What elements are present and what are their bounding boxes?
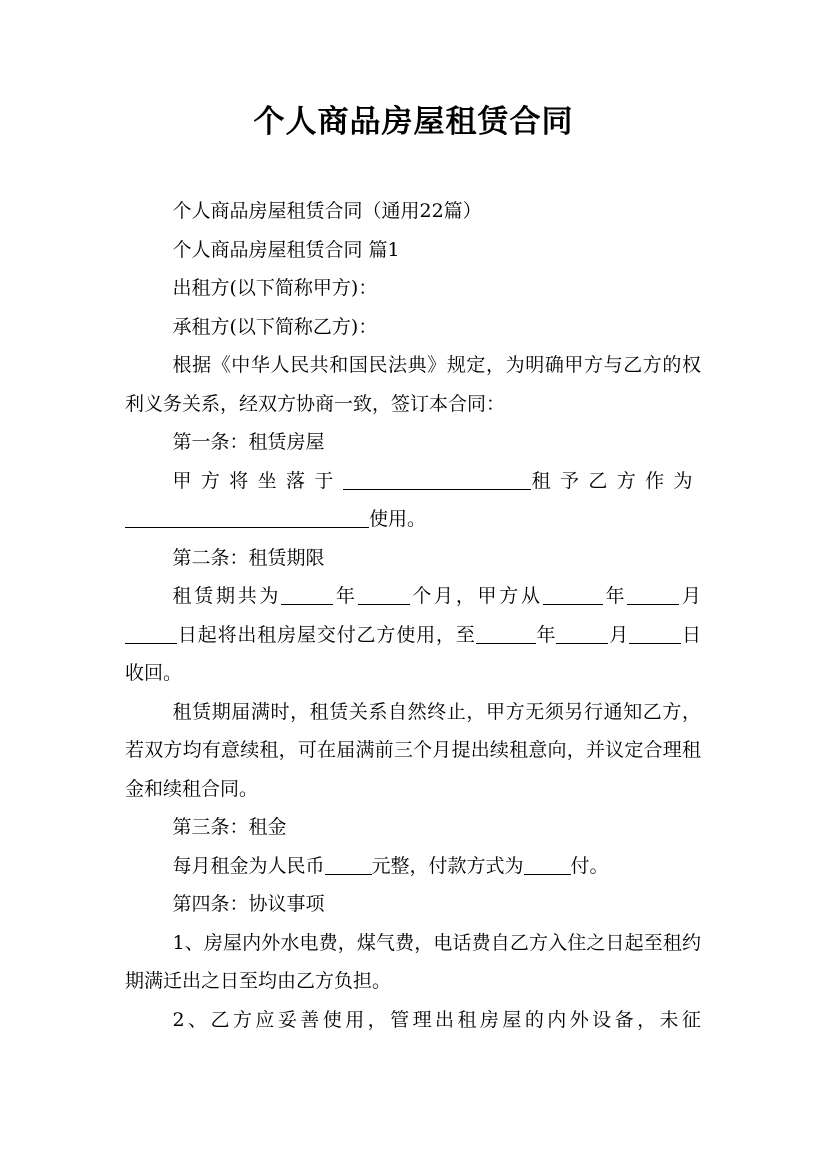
blank-end-year (476, 623, 536, 644)
paragraph-heading: 个人商品房屋租赁合同（通用22篇） (172, 200, 482, 222)
blank-rent-amount (325, 854, 372, 875)
article-4-title: 第四条：协议事项 (172, 893, 325, 915)
article-4-item-2: 2、乙方应妥善使用，管理出租房屋的内外设备，未征 (172, 1008, 701, 1031)
article-1-text-b: 租予乙方作为 (530, 469, 701, 492)
blank-location (343, 469, 531, 490)
article-1-text-a: 甲方将坐落于 (172, 469, 343, 492)
article-2-paragraph-2: 租赁期届满时，租赁关系自然终止，甲方无须另行通知乙方，若双方均有意续租，可在届满前三个月提出续租意向，并议定合理租金和续租合同。 (125, 700, 701, 800)
text-segment: 月 (679, 585, 701, 607)
document-title: 个人商品房屋租赁合同 (253, 104, 574, 140)
text-segment: 个月，甲方从 (409, 585, 543, 607)
article-4-item-1: 1、房屋内外水电费，煤气费，电话费自乙方入住之日起至租约期满迁出之日至均由乙方负担。 (125, 931, 701, 992)
paragraph-lessee: 承租方(以下简称乙方)： (172, 315, 378, 338)
paragraph-subheading: 个人商品房屋租赁合同 篇1 (172, 238, 400, 261)
article-1-title: 第一条：租赁房屋 (172, 431, 325, 453)
text-segment: 日收回。 (125, 623, 701, 684)
article-1-text-c: 使用。 (369, 508, 427, 530)
blank-purpose (125, 507, 369, 528)
blank-end-month (556, 623, 608, 644)
document-body (125, 192, 701, 1039)
article-1-line-2 (125, 500, 701, 539)
text-segment: 每月租金为人民币 (172, 854, 325, 877)
text-segment: 日起将出租房屋交付乙方使用，至 (177, 623, 476, 646)
paragraph-preamble: 根据《中华人民共和国民法典》规定，为明确甲方与乙方的权利义务关系，经双方协商一致，签订本合同： (125, 354, 701, 415)
article-2-title: 第二条：租赁期限 (172, 546, 325, 569)
blank-years (281, 584, 333, 605)
text-segment: 租赁期共为 (172, 585, 282, 607)
blank-start-day (125, 623, 177, 644)
text-segment: 月 (608, 623, 630, 646)
article-3-title: 第三条：租金 (172, 816, 287, 838)
text-segment: 元整，付款方式为 (371, 854, 524, 877)
article-3-paragraph (125, 847, 701, 886)
article-1-line-1 (125, 462, 701, 501)
text-segment: 年 (535, 623, 557, 646)
blank-payment-method (524, 854, 571, 875)
article-2-paragraph-1 (125, 577, 701, 693)
blank-end-day (629, 623, 681, 644)
paragraph-lessor: 出租方(以下简称甲方)： (172, 277, 378, 299)
blank-months (358, 584, 410, 605)
blank-start-month (627, 584, 679, 605)
text-segment: 年 (602, 585, 628, 607)
blank-start-year (543, 584, 603, 605)
text-segment: 付。 (570, 854, 609, 877)
text-segment: 年 (333, 585, 358, 607)
